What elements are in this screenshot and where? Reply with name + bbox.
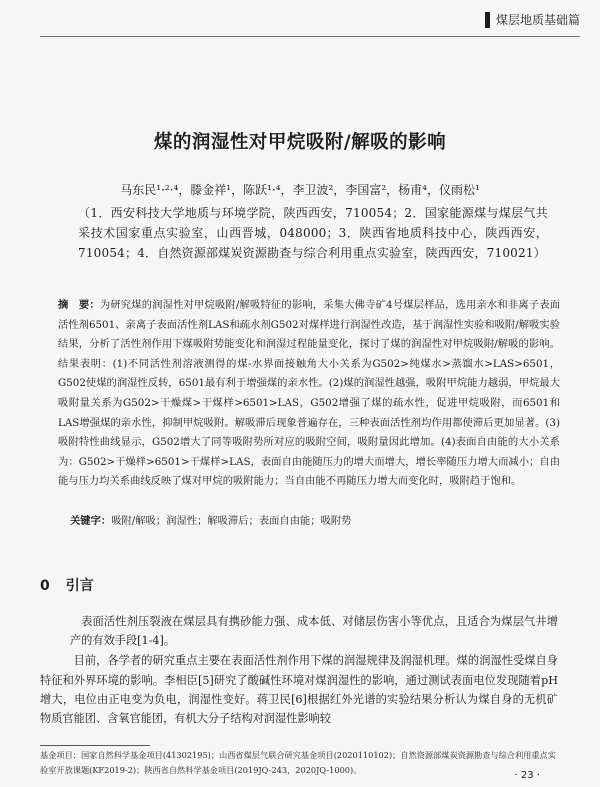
- abstract-label: 摘 要：: [58, 299, 100, 311]
- keywords-block: [70, 512, 560, 530]
- body-paragraph: 目前，各学者的研究重点主要在表面活性剂作用下煤的润湿规律及润湿机理。煤的润湿性受煤自身特征和外界环境的影响。李相臣[5]研究了酸碱性环境对煤润湿性的影响，通过测试表面电位发现随着pH增大，电位由正电变为负电，润湿性变好。蒋卫民[6]根据红外光谱的实验结果分析认为煤自身的无机矿物质官能团、含氧官能团，有机大分子结构对润湿性影响较: [40, 654, 558, 726]
- funding-footnote: 基金项目：国家自然科学基金项目(41302195)；山西省煤层气联合研究基金项目(2020110102)；自然资源部煤炭资源勘查与综合利用重点实验室开放课题(KF2019-2)；陕西省自然科学基金项目(2019JQ-243，2020JQ-1000)。: [40, 750, 556, 775]
- abstract-block: [58, 296, 560, 492]
- body-paragraph: 表面活性剂压裂液在煤层具有携砂能力强、成本低、对储层伤害小等优点，且适合为煤层气井增产的有效手段[1-4]。: [70, 615, 558, 648]
- author-list: 马东民¹·²·⁴，滕金祥¹，陈跃¹·⁴，李卫波²，李国富²，杨甫⁴，仪雨松¹: [120, 183, 480, 197]
- article-title: 煤的润湿性对甲烷吸附/解吸的影响: [153, 132, 447, 153]
- page-number: · 23 ·: [514, 770, 540, 781]
- section-number: 0: [40, 578, 50, 594]
- keywords-text: 吸附/解吸；润湿性；解吸滞后；表面自由能；吸附势: [111, 515, 352, 527]
- section-heading: [40, 575, 94, 595]
- section-title: 引言: [65, 578, 94, 594]
- abstract-text: 为研究煤的润湿性对甲烷吸附/解吸特征的影响，采集大佛寺矿4号煤层样品，选用亲水和非离子表面活性剂6501、亲离子表面活性剂LAS和疏水剂G502对煤样进行润湿性改造，基于润湿性实验和吸附/解吸实验结果，分析了活性剂作用下煤吸附势能变化和润湿过程能量变化，探讨了煤的润湿性对甲烷吸附/解吸的影响。结果表明：(1)不同活性剂溶液测得的煤-水界面接触角大小关系为G502>纯煤水>蒸馏水>LAS>6501，G502使煤的润湿性反转，6501最有利于增强煤的亲水性。(2)煤的润湿性越强，吸附甲烷能力越弱，甲烷最大吸附量关系为G502>干燥煤>干煤样>6501>LAS，G502增强了煤的疏水性，促进甲烷吸附，而6501和LAS增强煤的亲水性，抑制甲烷吸附。解吸滞后现象普遍存在，三种表面活性剂均作用都使滞后更加显著。(3)吸附特性曲线显示，G502增大了同等吸附势所对应的吸附空间，吸附量因此增加。(4)表面自由能的大小关系为：G502>干燥样>6501>干煤样>LAS，表面自由能随压力的增大而增大，增长率随压力增大而减小；自由能与压力均关系曲线反映了煤对甲烷的吸附能力；当自由能不再随压力增大而变化时，吸附趋于饱和。: [58, 299, 560, 488]
- header-rule: [40, 36, 580, 37]
- keywords-label: 关键字：: [70, 515, 112, 527]
- footnote-rule: [40, 745, 150, 746]
- journal-section-tag: 煤层地质基础篇: [485, 12, 580, 28]
- affiliation-block: （1．西安科技大学地质与环境学院，陕西西安，710054；2．国家能源煤与煤层气共采技术国家重点实验室，山西晋城，048000；3．陕西省地质科技中心，陕西西安，710054；4．自然资源部煤炭资源勘查与综合利用重点实验室，陕西西安，710021）: [78, 206, 548, 260]
- body-text: [40, 612, 558, 729]
